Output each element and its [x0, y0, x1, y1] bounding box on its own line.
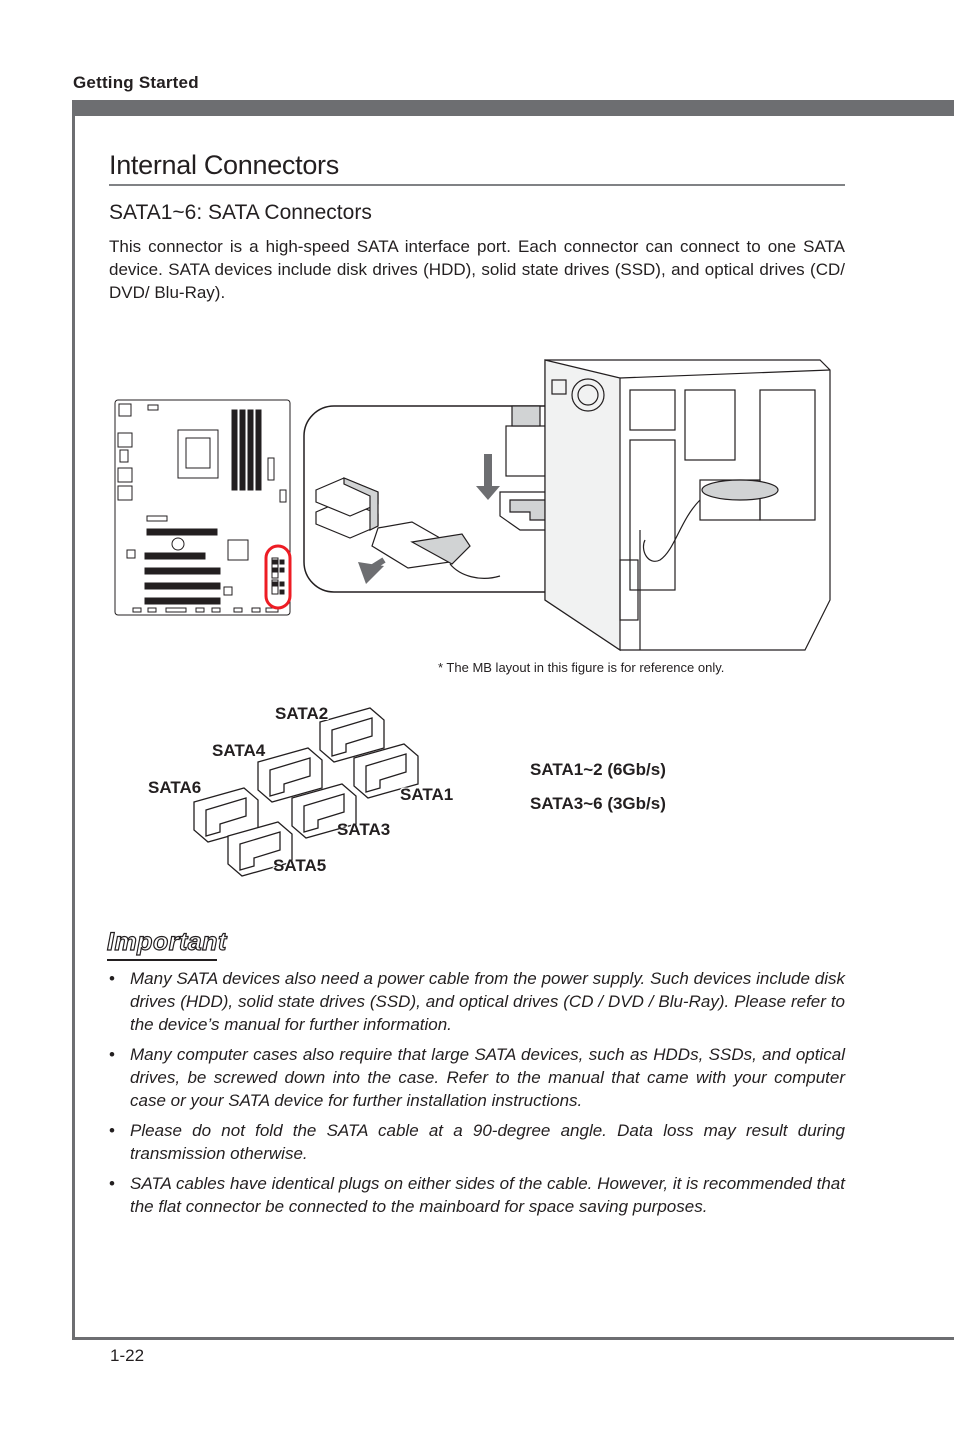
label-sata1: SATA1 [400, 785, 454, 804]
note-text: Many SATA devices also need a power cable from the power supply. Such devices include disk drives (HDD), solid state drives (SSD), and optical drives (CD / DVD / Blu-Ray). Please refer to the device’s manual for further information. [130, 969, 845, 1034]
bullet: • [109, 969, 115, 988]
important-note [109, 967, 845, 1036]
label-sata5: SATA5 [273, 856, 327, 875]
motherboard-illustration [115, 400, 290, 615]
installation-figure [100, 350, 840, 660]
pc-case-illustration [545, 360, 830, 650]
page-title: Internal Connectors [109, 150, 339, 180]
bullet: • [109, 1174, 115, 1193]
section-label: Getting Started [73, 73, 199, 92]
important-note [109, 1172, 845, 1218]
bullet: • [109, 1045, 115, 1064]
important-notes [109, 967, 845, 1225]
sata-connector-diagram [140, 700, 500, 885]
page-number: 1-22 [110, 1346, 145, 1365]
bullet: • [109, 1121, 115, 1140]
installation-illustration [100, 350, 840, 660]
note-text: Many computer cases also require that large SATA devices, such as HDDs, SSDs, and optical drives, be screwed down into the case. Refer to the manual that came with your computer case or your SATA device for further installation instructions. [130, 1045, 845, 1110]
header-bar [72, 100, 954, 116]
speed-sata1-2: SATA1~2 (6Gb/s) [530, 760, 666, 779]
note-text: SATA cables have identical plugs on either sides of the cable. However, it is recommended that the flat connector be connected to the mainboard for space saving purposes. [130, 1174, 845, 1216]
section-subtitle: SATA1~6: SATA Connectors [109, 201, 372, 224]
important-heading: Important [107, 928, 227, 956]
important-note [109, 1043, 845, 1112]
label-sata3: SATA3 [337, 820, 391, 839]
note-text: Please do not fold the SATA cable at a 90-degree angle. Data loss may result during transmission otherwise. [130, 1121, 845, 1163]
label-sata6: SATA6 [148, 778, 202, 797]
left-margin-rule [72, 116, 75, 1340]
zoom-bubble [304, 406, 586, 592]
intro-paragraph: This connector is a high-speed SATA interface port. Each connector can connect to one SATA device. SATA devices include disk drives (HDD), solid state drives (SSD), and optical drives (CD/ DVD/ Blu-Ray). [109, 237, 845, 302]
figure-note: * The MB layout in this figure is for reference only. [438, 660, 725, 675]
label-sata2: SATA2 [275, 704, 329, 723]
title-rule [109, 184, 845, 186]
label-sata4: SATA4 [212, 741, 266, 760]
footer-rule [72, 1337, 954, 1340]
important-note [109, 1119, 845, 1165]
speed-sata3-6: SATA3~6 (3Gb/s) [530, 794, 666, 813]
important-underline [107, 959, 217, 961]
